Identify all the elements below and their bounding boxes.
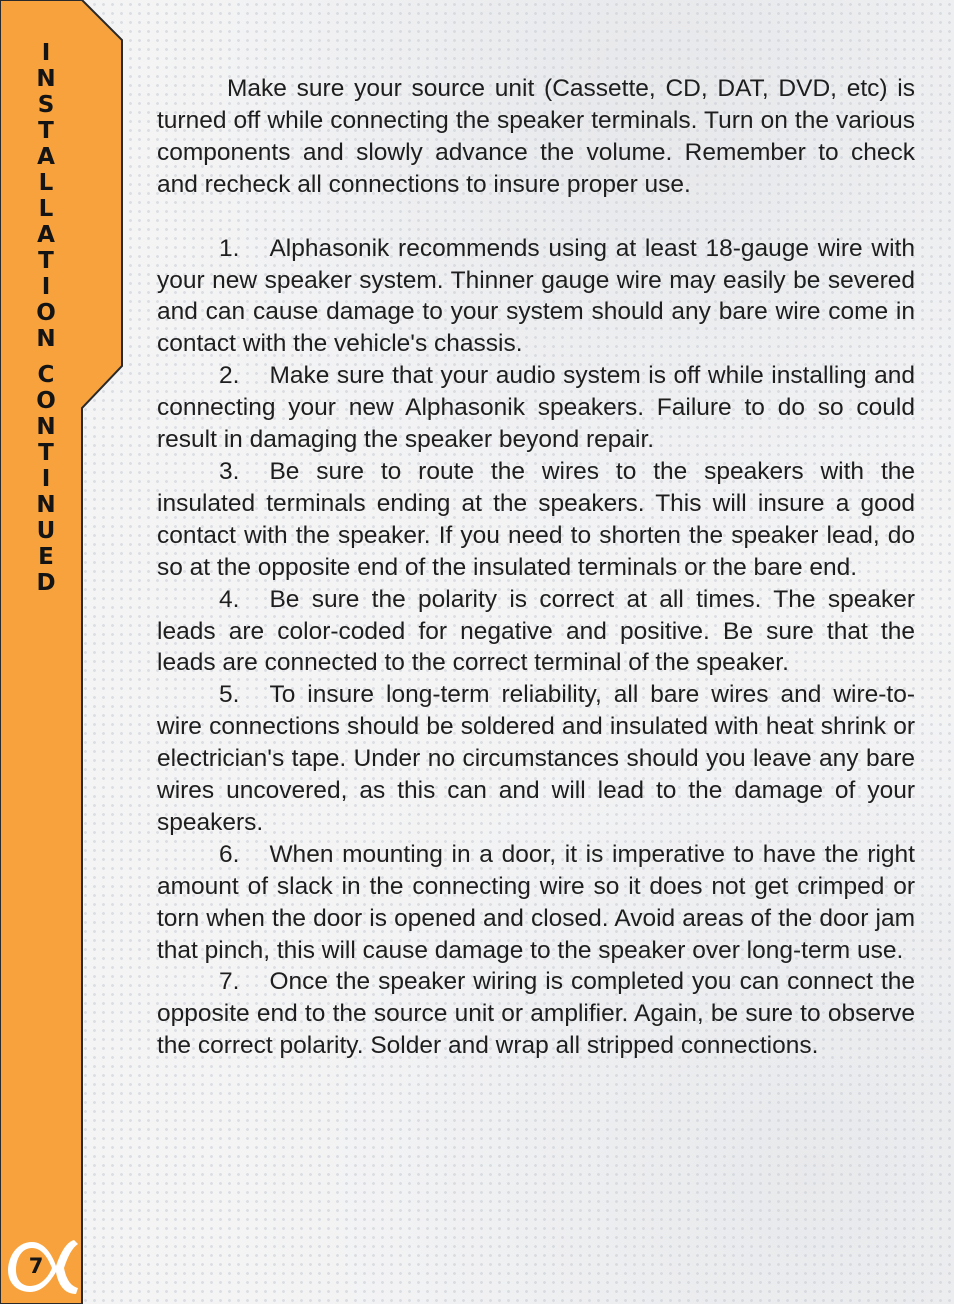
page-number: 7 (28, 1254, 44, 1278)
sidebar-title-letter: A (37, 144, 55, 170)
sidebar-title-letter: D (36, 570, 56, 596)
sidebar-title-letter: N (36, 66, 56, 92)
list-item-text: When mounting in a door, it is imperative to have the right amount of slack in the connecting wire so it does not get crimped or torn when the door is opened and closed. Avoid areas of the door jam that pinch, this will cause damage to the speaker over long-term use. (157, 840, 915, 964)
instructions-body (157, 73, 915, 1062)
list-item (157, 360, 915, 456)
sidebar-title-letter: A (37, 222, 55, 248)
sidebar-title-letter: O (36, 388, 56, 414)
sidebar-title-letter: T (38, 248, 54, 274)
list-item-number: 2. (219, 362, 240, 390)
sidebar-title (28, 40, 64, 596)
list-item-text: Once the speaker wiring is completed you can connect the opposite end to the source unit or amplifier. Again, be sure to observe the correct polarity. Solder and wrap all stripped connections. (157, 968, 915, 1060)
list-item-number: 3. (219, 457, 240, 485)
list-item-number: 1. (219, 234, 240, 262)
sidebar-title-letter: I (41, 40, 51, 66)
list-item (157, 233, 915, 361)
list-item-number: 5. (219, 681, 240, 709)
sidebar-title-letter: S (37, 92, 55, 118)
list-item (157, 966, 915, 1062)
list-item-text: Make sure that your audio system is off while installing and connecting your new Alphasonik speakers. Failure to do so could result in damaging the speaker beyond repair. (157, 362, 915, 454)
numbered-list (157, 233, 915, 1063)
sidebar-title-letter: N (36, 326, 56, 352)
sidebar-title-letter: N (36, 414, 56, 440)
list-item (157, 584, 915, 680)
list-item-number: 6. (219, 840, 240, 868)
sidebar-tab (0, 0, 130, 1304)
sidebar-title-letter: I (41, 466, 51, 492)
sidebar-title-letter: E (38, 544, 54, 570)
list-item (157, 456, 915, 584)
sidebar-title-letter: L (38, 170, 54, 196)
list-item (157, 679, 915, 839)
sidebar-title-letter: T (38, 118, 54, 144)
list-item-number: 4. (219, 585, 240, 613)
list-item-text: Be sure to route the wires to the speakers with the insulated terminals ending at the speakers. This will insure a good contact with the speaker. If you need to shorten the speaker lead, do so at the opposite end of the insulated terminals or the bare end. (157, 457, 915, 581)
sidebar-title-letter: C (37, 362, 55, 388)
list-item-text: Be sure the polarity is correct at all times. The speaker leads are color-coded for negative and positive. Be sure that the leads are connected to the correct terminal of the speaker. (157, 585, 915, 677)
list-item-text: Alphasonik recommends using at least 18-gauge wire with your new speaker system. Thinner gauge wire may easily be severed and can cause damage to your system should any bare wire come in contact with the vehicle's chassis. (157, 234, 915, 358)
sidebar-title-letter: O (36, 300, 56, 326)
intro-paragraph: Make sure your source unit (Cassette, CD, DAT, DVD, etc) is turned off while connecting the speaker terminals. Turn on the various components and slowly advance the volume. Remember to check and recheck all connections to insure proper use. (157, 75, 915, 198)
list-item-number: 7. (219, 968, 240, 996)
list-item-text: To insure long-term reliability, all bare wires and wire-to-wire connections should be soldered and insulated with heat shrink or electrician's tape. Under no circumstances should you leave any bare wires uncovered, as this can and will lead to the damage of your speakers. (157, 681, 915, 836)
sidebar-title-letter: U (36, 518, 56, 544)
list-item (157, 839, 915, 967)
sidebar-title-letter: T (38, 440, 54, 466)
sidebar-title-letter: N (36, 492, 56, 518)
sidebar-title-letter: I (41, 274, 51, 300)
sidebar-title-letter: L (38, 196, 54, 222)
